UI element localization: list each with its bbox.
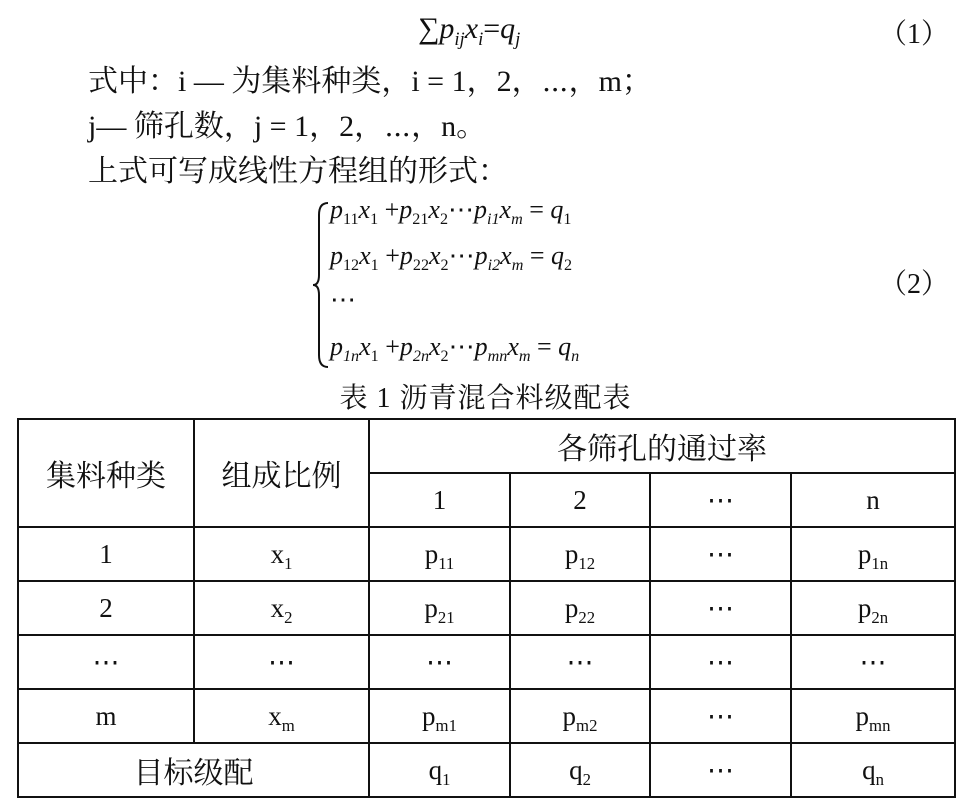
cell-base: p [564, 592, 579, 623]
definition-line-1: 式中：i — 为集料种类，i = 1，2，⋯，m； [88, 65, 652, 98]
cell-sub: m1 [435, 715, 457, 735]
cell-base: q [569, 754, 583, 785]
cell-kind: 1 [18, 527, 194, 581]
cell-value [369, 743, 510, 797]
system-row-n [330, 332, 580, 366]
cell-sub: 12 [578, 553, 596, 573]
equation-2-number: （2） [878, 269, 949, 300]
cell-base: ⋯ [707, 754, 734, 785]
subscript: 1 [370, 211, 379, 229]
equals: = [523, 241, 551, 270]
left-brace-icon [312, 201, 332, 369]
term: x [507, 332, 519, 361]
cell-base: ⋯ [566, 646, 594, 677]
term: x [359, 241, 371, 270]
term: p [399, 241, 413, 270]
cell-ratio [194, 689, 369, 743]
subscript: 2 [440, 348, 449, 366]
cell-sub: 2 [582, 769, 591, 789]
cell-base: ⋯ [707, 700, 734, 731]
cell-base: p [422, 700, 436, 731]
term: p [474, 241, 488, 270]
equals: = [522, 195, 551, 224]
subscript: 1 [370, 257, 379, 275]
table-header-row [18, 419, 955, 473]
term: q [558, 332, 572, 361]
subscript: mn [487, 348, 508, 366]
cell-value [369, 689, 510, 743]
header-composition-ratio: 组成比例 [194, 419, 369, 527]
cell-sub: 2 [284, 607, 293, 627]
definition-line-2: j— 筛孔数，j = 1，2，⋯，n。 [88, 110, 487, 143]
header-sieve-2: 2 [510, 473, 650, 527]
cell-sub: mn [869, 715, 891, 735]
term: x [429, 241, 441, 270]
cell-kind: ⋯ [18, 635, 194, 689]
cell-value [510, 635, 650, 689]
term: x [358, 195, 371, 224]
subscript: 11 [343, 211, 359, 229]
subscript: 2 [440, 257, 449, 275]
term: p [474, 332, 488, 361]
cell-sub: 1 [442, 769, 451, 789]
subscript: 12 [343, 257, 360, 275]
cell-base: x [270, 592, 285, 623]
cell-base: ⋯ [268, 646, 295, 677]
cell-sub: 21 [437, 607, 455, 627]
eq1-equals: = [483, 12, 501, 45]
cell-value [510, 689, 650, 743]
term: p [330, 332, 343, 361]
term: x [428, 195, 440, 224]
gradation-table [17, 418, 956, 798]
cell-ratio [194, 581, 369, 635]
cell-kind: m [18, 689, 194, 743]
cell-ratio [194, 635, 369, 689]
cell-value [369, 635, 510, 689]
subscript: 21 [412, 211, 429, 229]
system-row-ellipsis: ⋯ [330, 285, 356, 314]
subscript: m [511, 257, 524, 275]
subscript: 2n [412, 348, 429, 366]
cell-value [791, 527, 955, 581]
subscript: 22 [412, 257, 429, 275]
term: p [330, 241, 343, 270]
cell-base: ⋯ [707, 592, 734, 623]
subscript: 2 [564, 257, 573, 275]
table-row [18, 527, 955, 581]
cell-value [791, 743, 955, 797]
cell-base: p [424, 538, 439, 569]
cell-kind: 2 [18, 581, 194, 635]
cell-sub: 1 [284, 553, 293, 573]
cell-sub: 11 [438, 553, 455, 573]
cell-base: ⋯ [859, 646, 887, 677]
cell-value [650, 581, 791, 635]
header-sieve-ellipsis: ⋯ [650, 473, 791, 527]
operator: + [378, 332, 400, 361]
sum-symbol: ∑ [418, 12, 440, 45]
cell-sub: m [281, 715, 295, 735]
cell-base: x [270, 538, 285, 569]
subscript: i2 [487, 257, 501, 275]
cell-value [510, 581, 650, 635]
header-sieve-1: 1 [369, 473, 510, 527]
table-caption: 表 1 沥青混合料级配表 [339, 383, 632, 414]
cell-value [791, 581, 955, 635]
subscript: 2 [439, 211, 449, 229]
dots: ⋯ [448, 195, 475, 224]
eq1-p-sub: ij [454, 29, 465, 51]
cell-value [650, 635, 791, 689]
cell-value [369, 581, 510, 635]
dots: ⋯ [448, 241, 475, 270]
cell-sub: 1n [871, 553, 889, 573]
cell-sub: 22 [578, 607, 596, 627]
term: x [500, 241, 512, 270]
cell-sub: m2 [576, 715, 598, 735]
cell-base: p [564, 538, 579, 569]
subscript: m [511, 211, 523, 229]
eq1-x: x [464, 12, 479, 45]
equation-1 [418, 12, 521, 51]
subscript: n [571, 348, 580, 366]
dots: ⋯ [448, 332, 475, 361]
cell-base: p [855, 700, 870, 731]
subscript: 1 [563, 211, 572, 229]
subscript: 1 [370, 348, 379, 366]
equation-system-2 [312, 195, 752, 375]
table-row [18, 581, 955, 635]
cell-value [510, 743, 650, 797]
equation-1-number: （1） [878, 19, 949, 50]
term: p [330, 195, 343, 224]
system-row-1 [330, 195, 572, 229]
cell-base: ⋯ [707, 538, 734, 569]
cell-base: p [857, 592, 872, 623]
cell-base: ⋯ [426, 646, 453, 677]
target-gradation-label: 目标级配 [18, 743, 369, 797]
header-passing-rate: 各筛孔的通过率 [369, 419, 955, 473]
cell-base: ⋯ [707, 646, 734, 677]
subscript: m [518, 348, 531, 366]
cell-value [650, 527, 791, 581]
operator: + [378, 241, 400, 270]
cell-value [510, 527, 650, 581]
term: x [429, 332, 441, 361]
cell-sub: 2n [871, 607, 889, 627]
cell-value [791, 689, 955, 743]
table-row [18, 689, 955, 743]
eq1-x-sub: i [478, 29, 484, 51]
cell-value [791, 635, 955, 689]
subscript: 1n [343, 348, 360, 366]
cell-base: q [862, 754, 876, 785]
table-row [18, 635, 955, 689]
table-target-row [18, 743, 955, 797]
term: x [499, 195, 512, 224]
cell-base: p [424, 592, 438, 623]
equals: = [530, 332, 559, 361]
term: p [399, 195, 413, 224]
eq1-p: p [439, 12, 455, 45]
term: p [474, 195, 488, 224]
cell-value [650, 689, 791, 743]
cell-value [650, 743, 791, 797]
term: x [359, 332, 371, 361]
cell-base: p [857, 538, 872, 569]
cell-value [369, 527, 510, 581]
cell-base: q [428, 754, 443, 785]
term: q [550, 195, 564, 224]
term: q [551, 241, 564, 270]
cell-sub: n [875, 769, 884, 789]
cell-base: x [268, 700, 282, 731]
eq1-q-sub: j [515, 29, 521, 51]
header-sieve-n: n [791, 473, 955, 527]
header-aggregate-type: 集料种类 [18, 419, 194, 527]
cell-ratio [194, 527, 369, 581]
subscript: i1 [487, 211, 500, 229]
term: p [399, 332, 413, 361]
definition-line-3: 上式可写成线性方程组的形式： [88, 155, 508, 188]
eq1-q: q [500, 12, 516, 45]
operator: + [378, 195, 400, 224]
cell-base: p [562, 700, 577, 731]
system-row-2 [330, 241, 573, 275]
